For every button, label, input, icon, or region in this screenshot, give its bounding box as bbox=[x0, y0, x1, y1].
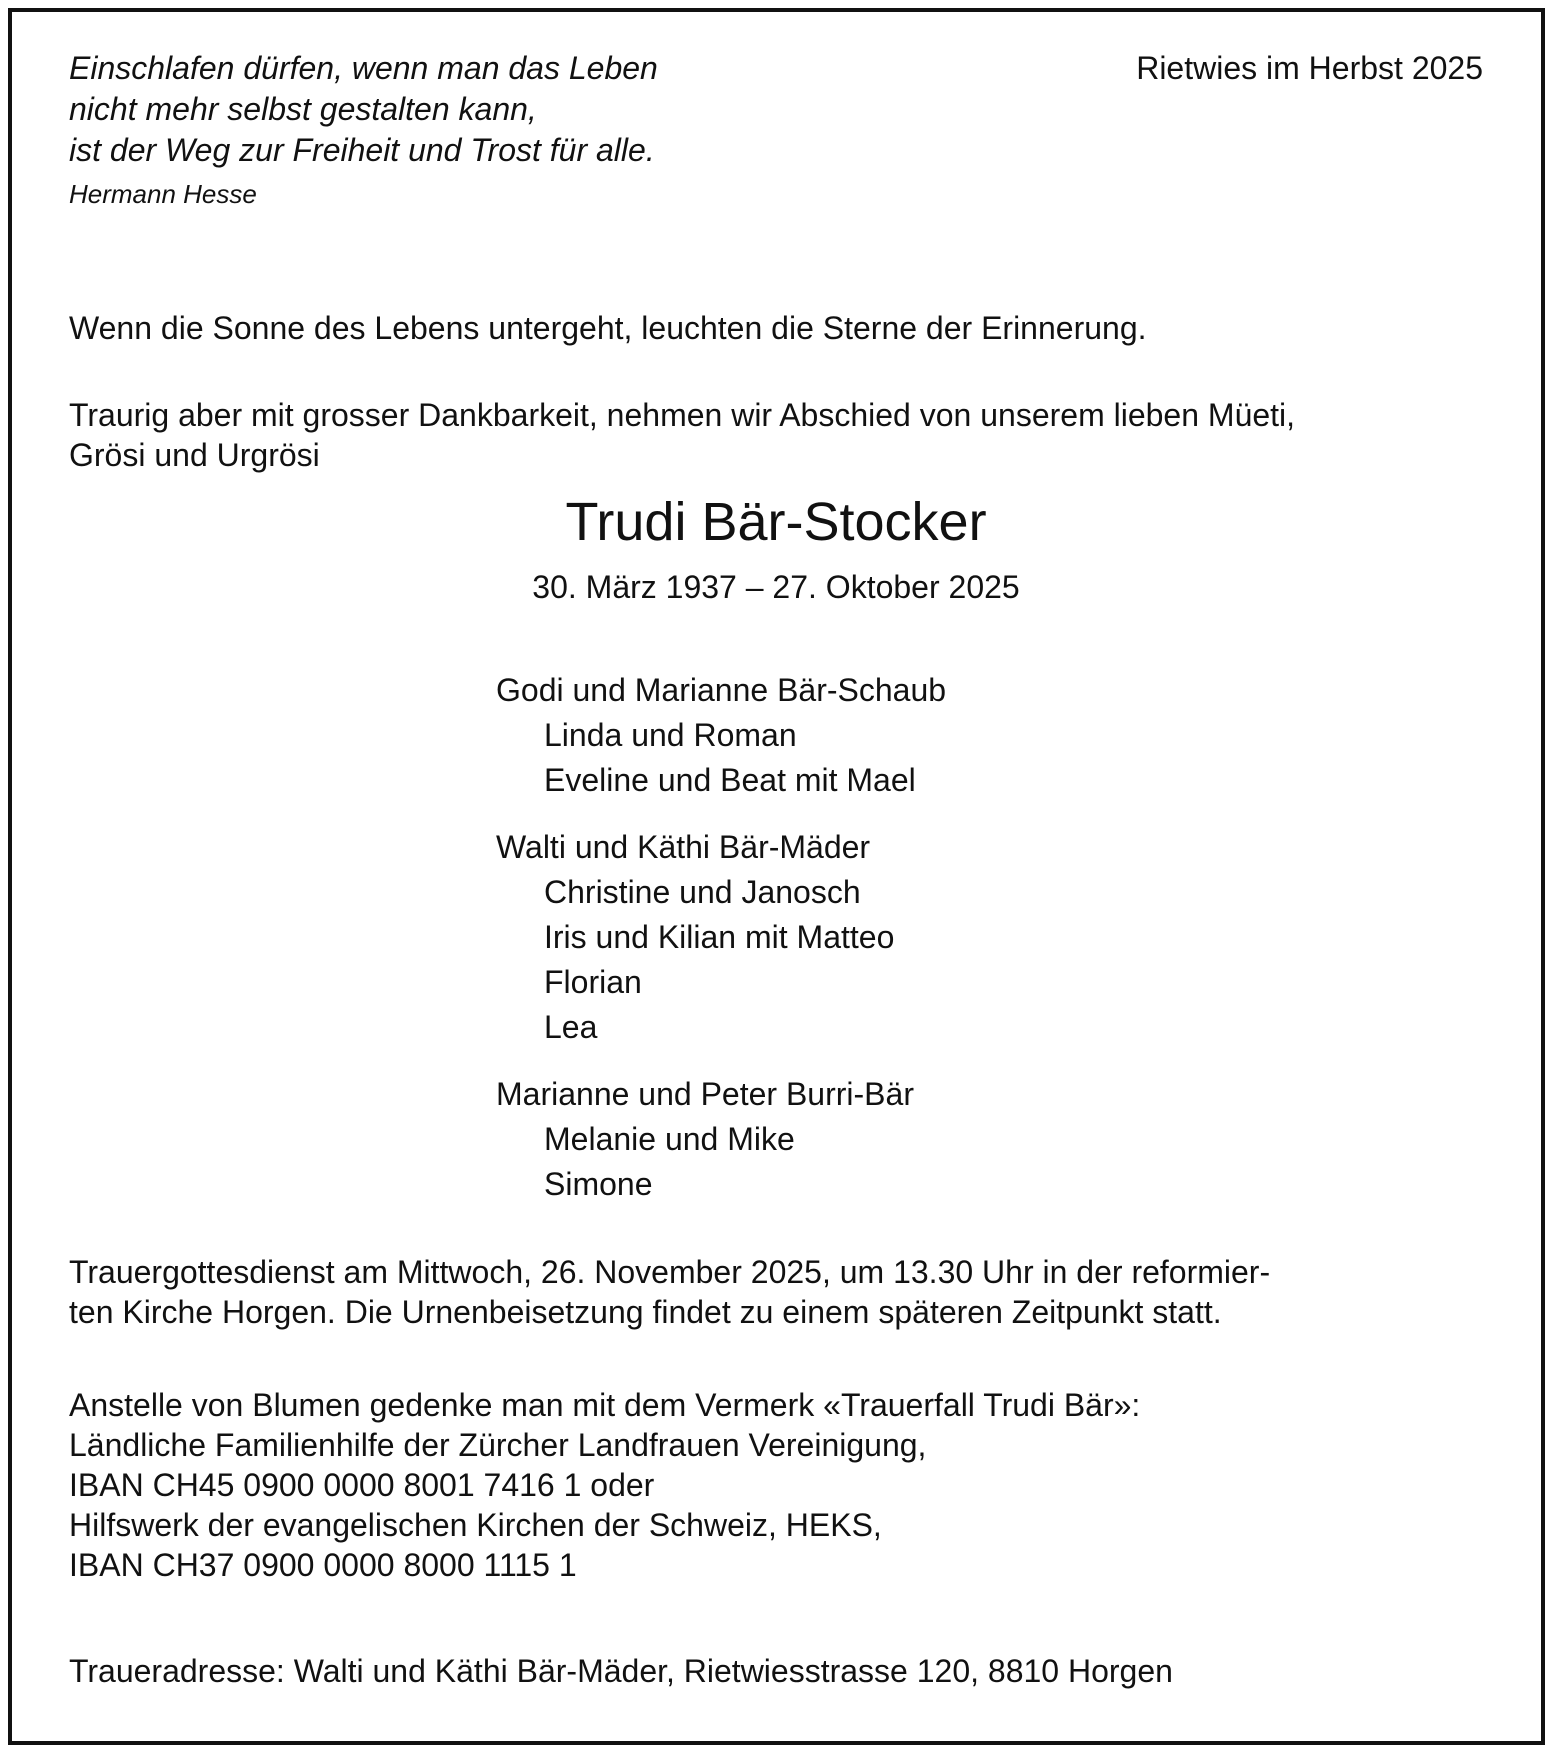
service-info bbox=[69, 1252, 1270, 1332]
donation-line: Ländliche Familienhilfe der Zürcher Landfrauen Vereinigung, bbox=[69, 1427, 927, 1463]
service-line: ten Kirche Horgen. Die Urnenbeisetzung findet zu einem späteren Zeitpunkt statt. bbox=[69, 1294, 1222, 1330]
donation-info bbox=[69, 1385, 1140, 1585]
family-parent: Walti und Käthi Bär-Mäder bbox=[496, 829, 871, 865]
announcement bbox=[69, 395, 1295, 475]
service-line: Trauergottesdienst am Mittwoch, 26. November 2025, um 13.30 Uhr in der reformier- bbox=[69, 1254, 1271, 1290]
announcement-line: Traurig aber mit grosser Dankbarkeit, nehmen wir Abschied von unserem lieben Müeti, bbox=[69, 397, 1296, 433]
family-child: Linda und Roman bbox=[544, 717, 797, 753]
deceased-name: Trudi Bär-Stocker bbox=[565, 492, 987, 552]
family-parent: Marianne und Peter Burri-Bär bbox=[496, 1076, 914, 1112]
family-parent: Godi und Marianne Bär-Schaub bbox=[496, 672, 947, 708]
life-dates: 30. März 1937 – 27. Oktober 2025 bbox=[532, 569, 1020, 605]
place-date: Rietwies im Herbst 2025 bbox=[1136, 50, 1483, 86]
family-group bbox=[496, 825, 946, 1050]
motto: Wenn die Sonne des Lebens untergeht, leuchten die Sterne der Erinnerung. bbox=[69, 310, 1147, 346]
donation-line: IBAN CH37 0900 0000 8000 1115 1 bbox=[69, 1547, 577, 1583]
quote-author: Hermann Hesse bbox=[69, 179, 257, 209]
announcement-line: Grösi und Urgrösi bbox=[69, 437, 320, 473]
quote-line: ist der Weg zur Freiheit und Trost für alle. bbox=[69, 132, 655, 168]
family-child: Florian bbox=[544, 964, 642, 1000]
family-group bbox=[496, 668, 946, 803]
family-child: Lea bbox=[544, 1009, 598, 1045]
quote-line: Einschlafen dürfen, wenn man das Leben bbox=[69, 50, 658, 86]
donation-line: IBAN CH45 0900 0000 8001 7416 1 oder bbox=[69, 1467, 655, 1503]
quote bbox=[69, 48, 658, 171]
family-child: Melanie und Mike bbox=[544, 1121, 795, 1157]
family-child: Simone bbox=[544, 1166, 653, 1202]
family-child: Eveline und Beat mit Mael bbox=[544, 762, 916, 798]
donation-line: Hilfswerk der evangelischen Kirchen der Schweiz, HEKS, bbox=[69, 1507, 882, 1543]
quote-line: nicht mehr selbst gestalten kann, bbox=[69, 91, 537, 127]
family-child: Christine und Janosch bbox=[544, 874, 861, 910]
family-group bbox=[496, 1072, 946, 1207]
donation-line: Anstelle von Blumen gedenke man mit dem Vermerk «Trauerfall Trudi Bär»: bbox=[69, 1387, 1141, 1423]
family-child: Iris und Kilian mit Matteo bbox=[544, 919, 895, 955]
family-list bbox=[496, 668, 946, 1229]
mourning-address: Traueradresse: Walti und Käthi Bär-Mäder, Rietwiesstrasse 120, 8810 Horgen bbox=[69, 1653, 1173, 1689]
